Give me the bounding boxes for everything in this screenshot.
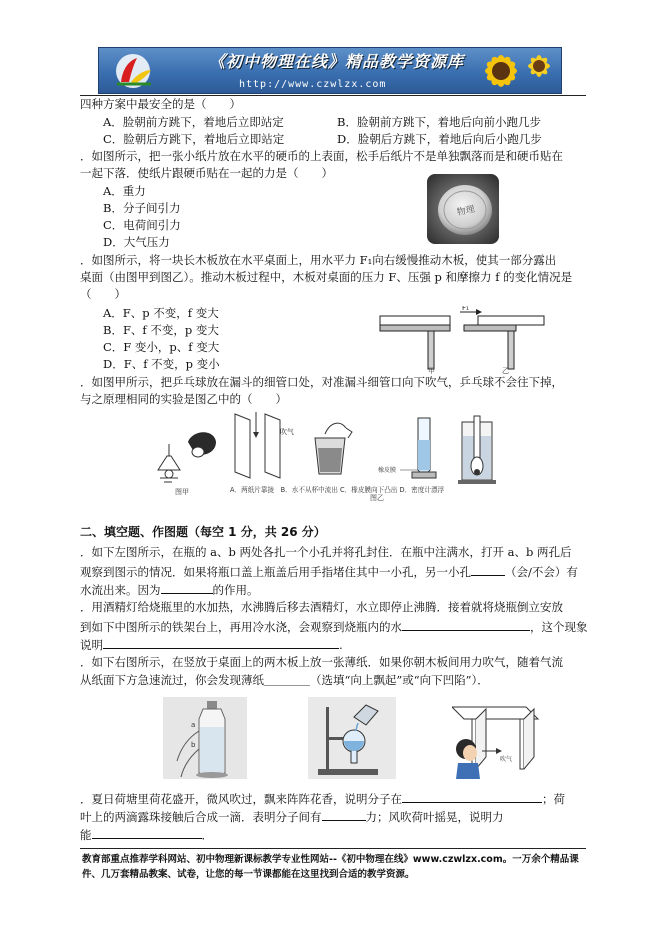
lotus-question-text: 叶上的两滴露珠接触后合成一滴．表明分子间有 [80, 810, 322, 824]
paper-boards-question-line1: ．如下右图所示，在竖放于桌面上的两木板上放一张薄纸．如果你朝木板间用力吹气，随着气流 [80, 655, 563, 669]
paper-boards-figure [452, 697, 552, 779]
option-c: C．F 变小，p、f 变大 [103, 340, 220, 354]
lotus-question-text: 能 [80, 828, 92, 842]
footer-rule [80, 848, 586, 849]
option-c: C．电荷间引力 [103, 218, 181, 232]
bottle-question-text: 水流出来。因为 [80, 583, 161, 597]
board-question-line1: ．如图所示，将一块长木板放在水平桌面上，用水平力 F₁向右缓慢推动木板，使其一部分露出 [80, 253, 557, 267]
hydrometer-figure [458, 416, 496, 484]
footer-line2: 件、几万套精品教案、试卷，让您的每一节课都能在这里找到合适的教学资源。 [82, 869, 415, 880]
hole-label-a: a [191, 721, 196, 729]
lotus-question-text: ；荷 [542, 792, 565, 806]
sunflower-icon [471, 50, 557, 92]
lotus-question-line3 [80, 825, 213, 844]
lotus-question-text: ．夏日荷塘里荷花盛开，微风吹过，飘来阵阵花香，说明分子在 [80, 792, 402, 806]
tube-membrane-figure [378, 418, 436, 478]
ball-question-line2: 与之原理相同的实验是图乙中的（ ） [80, 392, 287, 406]
funnel-figure [158, 432, 216, 496]
paper-coin-question-line1: ．如图所示，把一张小纸片放在水平的硬币的上表面，松手后纸片不是单独飘落而是和硬币贴在 [80, 149, 563, 163]
ball-experiments-figure [150, 408, 510, 502]
bottle-question-line3 [80, 580, 259, 599]
coin-label: 物理 [456, 204, 476, 219]
option-a: A．F、p 不变，f 变大 [103, 306, 219, 320]
bottle-question-text: 的作用。 [212, 583, 259, 597]
lotus-question-text: 力；风吹荷叶摇晃，说明力 [365, 810, 504, 824]
footer-line1: 教育部重点推荐学科网站、初中物理新课标教学专业性网站--《初中物理在线》www.czwlzx.com。一万余个精品课 [82, 854, 579, 865]
answer-blank[interactable] [161, 580, 213, 594]
lotus-question-text: ． [201, 828, 213, 842]
paper-coin-question-line2: 一起下落．使纸片跟硬币贴在一起的力是（ ） [80, 166, 333, 180]
answer-blank[interactable] [92, 825, 202, 839]
flask-question-line1: ．用酒精灯给烧瓶里的水加热，水沸腾后移去酒精灯，水立即停止沸腾．接着就将烧瓶倒立安放 [80, 600, 563, 614]
bottle-question-line2 [80, 562, 578, 581]
flask-stand-figure [308, 697, 396, 779]
flask-question-text: 说明 [80, 638, 103, 652]
lotus-question-line2 [80, 807, 504, 826]
answer-blank[interactable] [322, 807, 366, 821]
film-label: 橡皮膜 [378, 467, 397, 474]
answer-blank[interactable] [402, 789, 542, 803]
blow-label: 吹气 [280, 428, 294, 436]
answer-blank[interactable] [471, 562, 505, 576]
label-yi: 乙 [502, 367, 509, 374]
prev-question-stem: 四种方案中最安全的是（ ） [80, 97, 241, 111]
two-papers-figure [235, 412, 294, 478]
flask-question-line3 [80, 635, 343, 654]
option-d: D．大气压力 [103, 235, 170, 249]
coin-photo [427, 174, 499, 244]
force-label: F₁ [462, 306, 469, 312]
cup-figure [315, 423, 352, 474]
fig-yi: 图乙 [370, 494, 384, 502]
label-jia: 甲 [428, 367, 435, 374]
option-d: D．脸朝后方跳下，着地后向后小跑几步 [337, 132, 542, 146]
option-b: B．脸朝前方跳下，着地后向前小跑几步 [337, 115, 541, 129]
banner-url[interactable]: http://www.czwlzx.com [239, 79, 387, 90]
bottle-question-line1: ．如下左图所示，在瓶的 a、b 两处各扎一个小孔并将孔封住．在瓶中注满水，打开 a、b 两孔后 [80, 545, 572, 559]
flask-question-text: 到如下中图所示的铁架台上，再用冷水浇，会观察到烧瓶内的水 [80, 620, 402, 634]
air-label: 吹气 [500, 756, 513, 763]
fig-jia: 图甲 [175, 488, 189, 496]
board-question-line3: （ ） [80, 287, 126, 301]
header-banner [98, 47, 562, 94]
lotus-question-line1 [80, 789, 565, 808]
answer-blank[interactable] [402, 617, 530, 631]
ball-question-line1: ．如图甲所示，把乒乓球放在漏斗的细管口处，对准漏斗细管口向下吹气，乒乓球不会往下掉， [80, 375, 563, 389]
flask-question-text: . [339, 638, 343, 652]
flask-question-text: ，这个现象 [530, 620, 588, 634]
ball-caption: A．两纸片靠拢 B．水不从杯中流出 C．橡皮膜向下凸出 D．密度计漂浮 [230, 486, 445, 494]
bottle-holes-figure [163, 697, 247, 779]
site-logo-icon [107, 52, 159, 90]
option-a: A．重力 [103, 184, 146, 198]
option-b: B．F、f 不变，p 变大 [103, 323, 219, 337]
board-question-line2: 桌面（由图甲到图乙）。推动木板过程中，木板对桌面的压力 F、压强 p 和摩擦力 f 的变化情况是 [80, 270, 573, 284]
answer-blank[interactable] [103, 635, 339, 649]
section-title: 二、填空题、作图题（每空 1 分，共 26 分） [80, 525, 326, 539]
option-d: D．F、f 不变，p 变小 [103, 357, 220, 371]
option-b: B．分子间引力 [103, 201, 181, 215]
option-a: A．脸朝前方跳下，着地后立即站定 [103, 115, 284, 129]
bottle-question-text: 观察到图示的情况．如果将瓶口盖上瓶盖后用手指堵住其中一小孔，另一小孔 [80, 565, 471, 579]
paper-boards-question-line2: 从纸面下方急速流过，你会发现薄纸＿＿＿＿（选填“向上飘起”或“向下凹陷”）． [80, 673, 489, 687]
bottle-question-text: （会/不会）有 [505, 565, 578, 579]
board-table-figure [378, 306, 548, 374]
option-c: C．脸朝后方跳下，着地后立即站定 [103, 132, 285, 146]
banner-title: 《初中物理在线》精品教学资源库 [209, 52, 465, 71]
flask-question-line2 [80, 617, 588, 636]
hole-label-b: b [191, 741, 196, 749]
